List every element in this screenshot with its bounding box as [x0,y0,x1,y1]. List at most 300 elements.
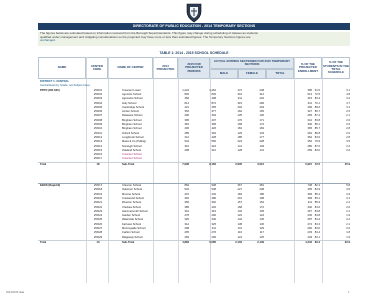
total-pct-total: 45.9 [344,162,350,166]
projected-2-cell: 455 [211,105,216,109]
center-code-cell: 25/011 [93,131,103,135]
female-cell: 133 [259,131,264,135]
male-cell: 116 [237,231,242,235]
total-projected-2: 8,162 [209,162,216,166]
pct-total-cell: 2.2 [346,144,350,148]
col-header-name: NAME [38,57,86,79]
pct-projected-cell: 83.1 [314,196,320,200]
total-total: 5,915 [305,162,312,166]
center-name-cell: Hammersmith School [122,209,148,213]
center-name-cell: Fairview School [122,222,141,226]
center-name-cell: Agnostic School [122,92,142,96]
pct-total-cell: 2.2 [346,218,350,222]
pct-projected-cell: 83.3 [314,97,320,101]
total-cell: 395 [307,88,312,92]
pct-total-cell: 3.1 [346,105,350,109]
total-male: 2,905 [235,162,242,166]
total-cell: 246 [307,214,312,218]
zone-label: EBOS (Rapid B) [40,184,61,187]
pct-projected-cell: 83.8 [314,118,320,122]
projected-2-cell: 498 [211,97,216,101]
total-pct-total: 32.9 [344,240,350,244]
projected-cell: 421 [184,105,189,109]
projected-2-cell: 296 [211,235,216,239]
center-code-cell: 25/023 [93,209,103,213]
male-cell: 147 [237,88,242,92]
female-cell: 125 [259,235,264,239]
total-cell: 452 [307,140,312,144]
pct-projected-cell: 84.4 [314,231,320,235]
male-cell: 367 [237,184,242,187]
col-header-projected-2: 2015 FOR PROJECTED PERIODS [178,57,210,79]
projected-2-cell: 908 [211,184,216,187]
pct-projected-cell: 89.0 [314,105,320,109]
projected-2-cell: 315 [211,209,216,213]
total-female: 2,139 [257,240,264,244]
total-label: Total [40,240,47,244]
male-cell: 128 [237,148,242,152]
pct-projected-cell: 86.8 [314,131,320,135]
total-cell: 287 [307,218,312,222]
center-code-cell: 25/024 [93,214,103,218]
total-cell: 465 [307,188,312,192]
table-title: TABLE 1: 2014 - 2015 SCHOOL SCHEDULE [159,51,229,55]
projected-cell: 395 [184,118,189,122]
female-cell: 136 [259,222,264,226]
projected-2-cell: 290 [211,214,216,218]
projected-cell: 265 [184,231,189,235]
projected-cell: 285 [184,131,189,135]
projected-2-cell: 407 [211,118,216,122]
projected-cell: 386 [184,205,189,209]
center-name-cell: Morningside School [122,227,146,230]
female-cell: 135 [259,209,264,213]
projected-2-cell: 480 [211,196,216,200]
crest-logo-icon [184,1,204,23]
center-code-cell: 25/029 [93,235,103,239]
total-cell: 611 [307,101,312,105]
projected-2-cell: 276 [211,231,216,235]
pct-total-cell: 2.6 [346,118,350,122]
center-name-cell: Riverton School [122,201,141,205]
female-cell: 145 [259,218,264,222]
subtotal-label: Sub-Total [122,162,135,166]
center-code-cell: 25/026 [93,222,103,226]
projected-2-cell: 302 [211,131,216,135]
pct-total-cell: 2.0 [346,131,350,135]
pct-projected-cell: 83.0 [314,148,320,152]
pct-total-cell: 2.8 [346,127,350,131]
projected-cell: 412 [184,135,189,139]
projected-cell: 310 [184,144,189,148]
projected-2-cell: 872 [211,101,216,105]
total-total: 4,242 [305,240,312,244]
center-code-cell: 25/007 [93,114,103,118]
total-cell: 341 [307,118,312,122]
projected-cell: 301 [184,209,189,213]
projected-2-cell: 845 [211,92,216,96]
total-count: 13 [96,240,100,244]
total-cell: 267 [307,209,312,213]
projected-2-cell: 1,262 [209,88,216,92]
total-count: 18 [96,162,100,166]
male-cell: 132 [237,209,242,213]
female-cell: 154 [259,201,264,205]
subdistrict-label: Central East (by Grade, not Subject Area) [40,84,90,88]
projected-2-cell: 395 [211,123,216,126]
center-name-cell: Bingham School [122,118,142,122]
total-cell: 265 [307,114,312,118]
pct-total-cell: 3.6 [346,188,350,192]
projected-2-cell: 304 [211,114,216,118]
center-code-cell: 25/002 [93,92,103,96]
male-cell: 131 [237,227,242,230]
total-cell: 260 [307,227,312,230]
pct-total-cell: 2.1 [346,114,350,118]
total-cell: 365 [307,127,312,131]
note-line: qualified under management and mitigating considerations so the projected may have more or less than estimated figures. The Temporary Sections figures are [40,34,251,39]
pct-projected-cell: 85.7 [314,127,320,131]
center-code-cell: 25/001 [93,88,103,92]
center-code-cell: 25/004 [93,101,103,105]
pct-total-cell: 2.4 [346,201,350,205]
female-cell: 165 [259,110,264,114]
projected-2-cell: 311 [211,227,216,230]
center-code-cell: 25/025 [93,218,103,222]
pct-projected-cell: 84.8 [314,209,320,213]
projected-cell: 522 [184,188,189,192]
female-cell: 131 [259,148,264,152]
pct-total-cell: 2.6 [346,205,350,209]
total-cell: 399 [307,196,312,200]
pct-projected-cell: 84.8 [314,214,320,218]
projected-cell: 298 [184,148,189,152]
center-code-cell: 25/022 [93,205,103,209]
total-label: Total [40,162,47,166]
projected-2-cell: 428 [211,135,216,139]
col-header-actual: ACTUAL ENTRIES SECTIONED FOR 2015 TEMPORARY SECTIONS [210,57,294,69]
subtotal-row [38,162,350,167]
male-cell: 184 [237,192,242,196]
center-code-cell: 25/017 [93,184,103,187]
pct-total-cell: 2.0 [346,227,350,230]
col-header-pct-projected: % OF THE PROJECTED ENROLLMENT [294,57,322,79]
projected-cell: 482 [184,97,189,101]
male-cell: 124 [237,235,242,239]
projected-2-cell: 426 [211,127,216,131]
center-name-cell: Crescent Lower [122,88,141,92]
center-name-cell: Ridgeway School [122,235,143,239]
pct-projected-cell: 85.9 [314,201,320,205]
center-name-cell: Holy School [122,101,137,105]
col-header-center-name: NAME OF CENTER [108,57,153,79]
center-name-cell: Delaware School [122,114,143,118]
pct-total-cell: 3.5 [346,140,350,144]
pct-total-cell: 2.1 [346,222,350,226]
pct-projected-cell: 84.3 [314,222,320,226]
center-name-cell: Cambridge School [122,105,145,109]
male-cell: 315 [237,101,242,105]
projected-2-cell: 548 [211,188,216,192]
projected-2-cell: 566 [211,140,216,144]
pct-projected-cell: 84.6 [314,135,320,139]
projected-cell: 278 [184,214,189,218]
pct-projected-cell: 85.4 [314,192,320,196]
pct-total-cell: 1.9 [346,235,350,239]
projected-cell: 350 [184,201,189,205]
center-code-cell: 25/019 [93,192,103,196]
male-cell: 157 [237,201,242,205]
male-cell: 211 [237,97,242,101]
projected-cell: 284 [184,235,189,239]
zone-label: PRTO (OR-S00) [40,88,60,92]
projected-cell: 312 [184,222,189,226]
pct-projected-cell: 79.9 [314,140,320,144]
center-name-cell: Waterside School [122,218,143,222]
projected-cell: 381 [184,123,189,126]
total-female: 3,010 [257,162,264,166]
male-cell: 227 [237,188,242,192]
female-cell: 129 [259,227,264,230]
pct-projected-cell: 70.1 [314,101,320,105]
center-name-cell: Chevron School [122,184,142,187]
female-cell: 248 [259,88,264,92]
female-cell: 312 [259,92,264,96]
female-cell: 172 [259,205,264,209]
center-name-cell: Chelsea School [122,205,141,209]
center-name-cell: Crestwood School [122,196,144,200]
projected-2-cell: 325 [211,222,216,226]
total-cell: 369 [307,192,312,196]
pct-total-cell: 5.8 [346,184,350,187]
center-name-cell: Norwegh School [122,144,142,148]
pct-projected-cell: 31.5 [314,88,320,92]
female-cell: 381 [259,184,264,187]
total-cell: 415 [307,97,312,101]
male-cell: 135 [237,114,242,118]
total-cell: 233 [307,231,312,235]
center-code-cell: 25/013 [93,140,103,144]
pct-projected-cell: 83.6 [314,227,320,230]
pct-total-cell: 1.8 [346,231,350,235]
total-cell: 327 [307,110,312,114]
total-projected-2: 5,085 [209,240,216,244]
pct-total-cell: 3.2 [346,97,350,101]
male-cell: 168 [237,123,242,126]
projected-2-cell: 377 [211,110,216,114]
female-cell: 177 [259,135,264,139]
pct-projected-cell: 87.0 [314,144,320,148]
pct-total-cell: 1.9 [346,214,350,218]
center-name-cell: Bingham School [122,123,142,126]
center-code-cell: 25/008 [93,118,103,122]
projected-cell: 802 [184,92,189,96]
total-projected: 4,883 [182,240,189,244]
total-cell: 748 [307,184,312,187]
projected-cell: 415 [184,192,189,196]
female-cell: 171 [259,118,264,122]
male-cell: 181 [237,127,242,131]
center-code-cell: 25/018 [93,188,103,192]
center-code-cell: 25/010 [93,127,103,131]
pct-projected-cell: 84.4 [314,218,320,222]
male-cell: 201 [237,196,242,200]
total-cell: 613 [307,92,312,96]
center-name-cell: Agnostics School [122,97,143,101]
subtotal-label: Sub-Total [122,240,135,244]
center-code-cell: 25/028 [93,231,103,235]
female-cell: 203 [259,105,264,109]
center-code-cell: 25/006 [93,110,103,114]
total-cell: 259 [307,148,312,152]
col-header-pct-total: % OF THE STUDENTS IN THE TOTAL SCHEDULE [322,57,350,79]
center-name-cell: Garden School [122,214,140,218]
projected-cell: 406 [184,127,189,131]
total-cell: 405 [307,105,312,109]
female-cell: 228 [259,140,264,144]
pct-projected-cell: 87.2 [314,114,320,118]
center-code-cell: 25/021 [93,201,103,205]
female-cell: 198 [259,196,264,200]
center-code-cell: 25/027 [93,227,103,230]
male-cell: 141 [237,144,242,148]
col-header-total: TOTAL [266,69,294,79]
pct-total-cell: 4.8 [346,92,350,96]
projected-2-cell: 312 [211,148,216,152]
col-header-projected: 2014 PROJECTED [153,57,178,79]
center-name-cell: Amber School [122,110,139,114]
center-name-cell: Crescent School [122,157,142,161]
female-cell: 296 [259,101,264,105]
center-code-cell: 25/020 [93,196,103,200]
center-code-cell: 25/014 [93,144,103,148]
center-name-cell: Monroe School [122,192,141,196]
pct-projected-cell: 84.9 [314,188,320,192]
projected-2-cell: 402 [211,205,216,209]
total-cell: 262 [307,131,312,135]
center-code-cell: 25/012 [93,135,103,139]
pct-total-cell: 3.1 [346,88,350,92]
projected-2-cell: 432 [211,192,216,196]
male-cell: 122 [237,214,242,218]
center-code-cell: 25/017 [93,157,103,161]
projected-cell: 462 [184,196,189,200]
center-name-cell: Crescent School [122,153,142,157]
female-cell: 184 [259,127,264,131]
district-label: DISTRICT 1: CENTRAL [40,80,70,83]
total-cell: 340 [307,123,312,126]
projected-2-cell: 322 [211,144,216,148]
page-number: 1 [348,291,350,294]
projected-2-cell: 362 [211,201,216,205]
center-name-cell: Longbrook School [122,135,144,139]
pct-projected-cell: 86.7 [314,110,320,114]
pct-projected-cell: 82.4 [314,184,320,187]
col-header-male: MALE [210,69,238,79]
pct-total-cell: 2.0 [346,148,350,152]
center-name-cell: Oxford School [122,131,140,135]
male-cell: 185 [237,135,242,139]
total-cell: 280 [307,144,312,148]
total-male: 2,103 [235,240,242,244]
center-name-cell: Oakland School [122,148,141,152]
total-cell: 311 [307,201,312,205]
pct-total-cell: 2.8 [346,135,350,139]
pct-total-cell: 2.5 [346,110,350,114]
center-code-cell: 25/016 [93,153,103,157]
projected-cell: 298 [184,227,189,230]
center-code-cell: 25/015 [93,148,103,152]
male-cell: 202 [237,105,242,109]
total-cell: 362 [307,135,312,139]
subtotal-row [38,240,350,245]
total-pct-projected: 72.5 [314,162,320,166]
projected-cell: 544 [184,140,189,144]
total-pct-projected: 83.4 [314,240,320,244]
male-cell: 301 [237,92,242,96]
footer-text: 2014/2015 data [6,291,25,294]
female-cell: 117 [259,231,264,235]
center-code-cell: 25/009 [93,123,103,126]
male-cell: 129 [237,131,242,135]
pct-total-cell: 2.9 [346,192,350,196]
female-cell: 238 [259,188,264,192]
projected-2-cell: 340 [211,218,216,222]
col-header-female: FEMALE [238,69,266,79]
pct-total-cell: 2.6 [346,123,350,126]
total-cell: 340 [307,205,312,209]
male-cell: 162 [237,110,242,114]
total-cell: 249 [307,235,312,239]
pct-total-cell: 4.7 [346,101,350,105]
female-cell: 172 [259,123,264,126]
projected-cell: 326 [184,218,189,222]
center-name-cell: Bingham School [122,127,142,131]
col-header-center-code: CENTER CODE [86,57,108,79]
document-title: DIRECTORATE OF PUBLIC EDUCATION - 2014 TEMPORARY SECTIONS [38,23,350,30]
projected-cell: 814 [184,101,189,105]
projected-cell: 1,224 [182,88,189,92]
male-cell: 224 [237,140,242,144]
projected-cell: 290 [184,114,189,118]
projected-cell: 352 [184,110,189,114]
center-code-cell: 25/003 [93,97,103,101]
pct-projected-cell: 86.1 [314,123,320,126]
projected-cell: 884 [184,184,189,187]
center-name-cell: Maria & Co (Pulling) [122,140,147,144]
total-cell: 274 [307,222,312,226]
pct-total-cell: 3.1 [346,196,350,200]
center-name-cell: Carlton School [122,231,140,235]
note-box [38,32,350,46]
male-cell: 142 [237,218,242,222]
male-cell: 138 [237,222,242,226]
center-code-cell: 25/005 [93,105,103,109]
pct-projected-cell: 84.6 [314,205,320,209]
note-line: unchanged. [40,38,56,43]
male-cell: 170 [237,118,242,122]
pct-projected-cell: 84.1 [314,235,320,239]
total-projected: 7,908 [182,162,189,166]
pct-total-cell: 2.1 [346,209,350,213]
female-cell: 130 [259,114,264,118]
center-name-cell: Oakmoor School [122,188,143,192]
female-cell: 185 [259,192,264,196]
female-cell: 204 [259,97,264,101]
male-cell: 168 [237,205,242,209]
pct-projected-cell: 72.5 [314,92,320,96]
female-cell: 139 [259,144,264,148]
